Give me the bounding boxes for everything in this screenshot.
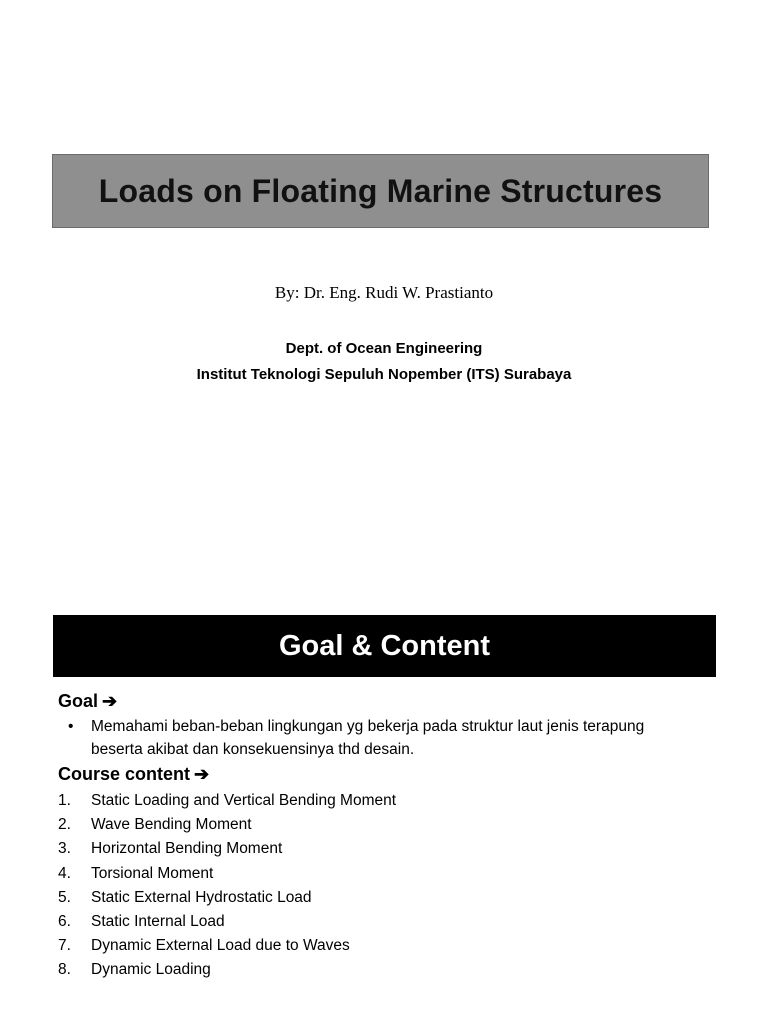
item-number: 3. xyxy=(58,840,71,858)
goal-description: Memahami beban-beban lingkungan yg bekerja pada struktur laut jenis terapung beserta akibat dan konsekuensinya thd desain. xyxy=(91,718,645,758)
list-item xyxy=(58,958,396,982)
item-number: 6. xyxy=(58,912,71,930)
goal-content-header xyxy=(53,615,716,677)
list-item xyxy=(58,789,396,813)
arrow-right-icon: ➔ xyxy=(194,764,210,784)
institution-name: Institut Teknologi Sepuluh Nopember (ITS) Surabaya xyxy=(196,366,572,383)
course-content-label: Course content xyxy=(58,764,191,784)
arrow-right-icon: ➔ xyxy=(102,691,118,711)
affiliation-block xyxy=(0,336,768,388)
goal-label: Goal xyxy=(58,691,99,711)
department-name: Dept. of Ocean Engineering xyxy=(285,340,483,357)
author-line: By: Dr. Eng. Rudi W. Prastianto xyxy=(274,283,494,302)
item-label: Wave Bending Moment xyxy=(91,816,252,834)
item-number: 4. xyxy=(58,864,71,882)
list-item xyxy=(58,813,396,837)
item-label: Dynamic Loading xyxy=(91,961,211,979)
list-item xyxy=(58,934,396,958)
list-item xyxy=(58,862,396,886)
item-label: Horizontal Bending Moment xyxy=(91,840,283,858)
item-number: 8. xyxy=(58,961,71,979)
item-number: 7. xyxy=(58,937,71,955)
list-item xyxy=(58,837,396,861)
item-label: Dynamic External Load due to Waves xyxy=(91,937,350,955)
slide-title: Loads on Floating Marine Structures xyxy=(98,172,663,209)
item-number: 1. xyxy=(58,792,71,809)
course-content-list xyxy=(58,789,396,983)
item-label: Static Loading and Vertical Bending Moment xyxy=(91,792,397,809)
item-label: Static Internal Load xyxy=(91,912,225,930)
goal-heading xyxy=(58,691,117,712)
course-content-heading xyxy=(58,764,209,785)
bullet-icon: • xyxy=(68,718,74,735)
list-item xyxy=(58,910,396,934)
item-number: 2. xyxy=(58,816,71,834)
title-banner xyxy=(52,154,709,228)
goal-bullet-item xyxy=(68,715,668,761)
list-item xyxy=(58,886,396,910)
item-label: Static External Hydrostatic Load xyxy=(91,888,312,906)
item-number: 5. xyxy=(58,888,71,906)
goal-content-title: Goal & Content xyxy=(278,629,491,662)
item-label: Torsional Moment xyxy=(91,864,214,882)
